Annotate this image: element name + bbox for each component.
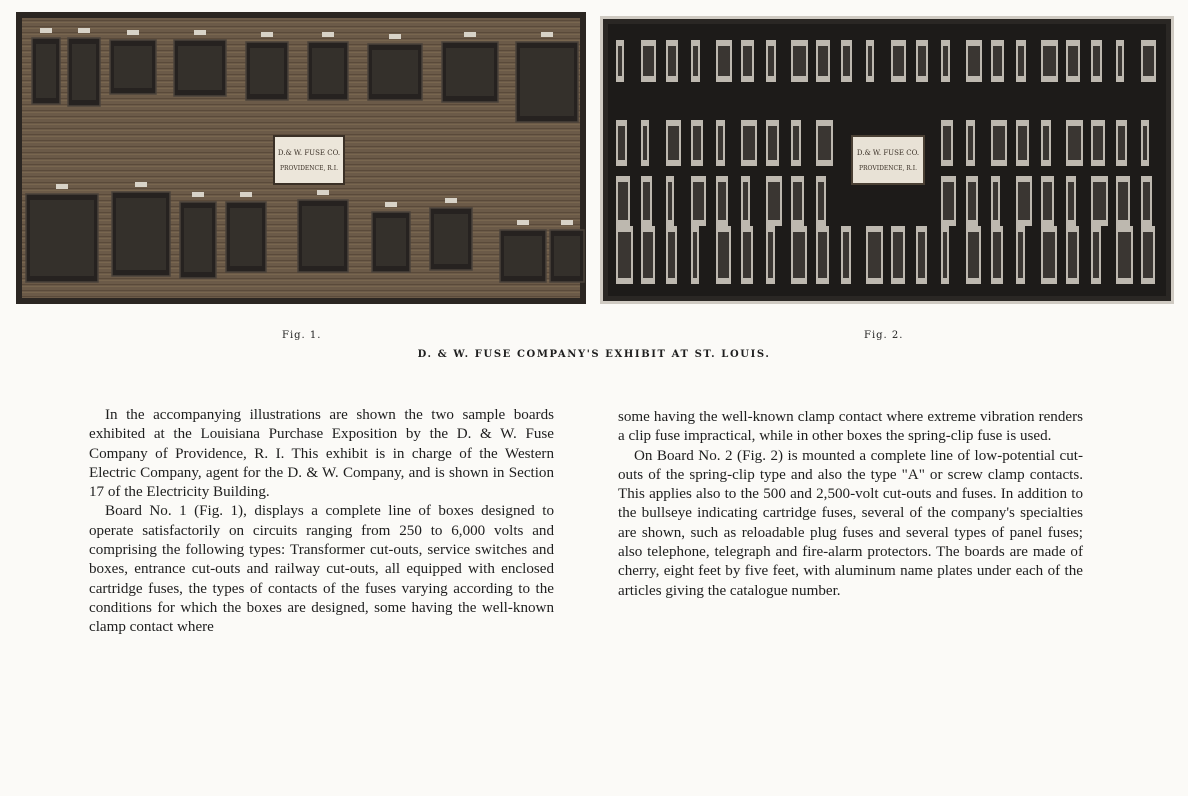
article-column-left [89, 406, 554, 638]
name-plate-tag [385, 202, 397, 207]
name-plate-tag [517, 220, 529, 225]
name-plate-tag [322, 32, 334, 37]
name-plate-tag [261, 32, 273, 37]
paragraph-board-1: Board No. 1 (Fig. 1), displays a complete line of boxes designed to operate satisfactorily on circuits ranging from 250 to 6,000 volts and comprising the following types: Transformer cut-outs, service switches and boxes, entrance cut-outs and railway cut-outs, all equipped with enclosed cartridge fuses, the types of contacts of the fuses varying according to the conditions for which the boxes are designed, some having the well-known clamp contact where [89, 503, 554, 636]
name-plate-tag [56, 184, 68, 189]
name-plate-tag [40, 28, 52, 33]
name-plate-tag [240, 192, 252, 197]
figure-1-label: Fig. 1. [282, 330, 322, 341]
figure-2-photo [600, 16, 1174, 304]
name-plate-tag [194, 30, 206, 35]
name-plate-tag [445, 198, 457, 203]
fig1-nameplate-line-1: D.& W. FUSE CO. [277, 149, 341, 157]
name-plate-tag [541, 32, 553, 37]
name-plate-tag [317, 190, 329, 195]
plate-caption: D. & W. FUSE COMPANY'S EXHIBIT AT ST. LOUIS. [417, 349, 771, 360]
fig2-nameplate-line-2: PROVIDENCE, R.I. [859, 165, 917, 172]
name-plate-tag [135, 182, 147, 187]
fig2-nameplate-line-1: D.& W. FUSE CO. [856, 149, 920, 157]
fig1-nameplate-line-2: PROVIDENCE, R.I. [280, 165, 338, 172]
name-plate-tag [78, 28, 90, 33]
figure-1-photo [16, 12, 586, 304]
fig2-nameplate [852, 136, 924, 184]
article-column-right [618, 408, 1083, 601]
name-plate-tag [389, 34, 401, 39]
paragraph-intro: In the accompanying illustrations are shown the two sample boards exhibited at the Louisiana Purchase Exposition by the D. & W. Fuse Company of Providence, R. I. This exhibit is in charge of the Western Electric Company, agent for the D. & W. Company, and is shown in Section 17 of the Electricity Building. [89, 407, 554, 501]
name-plate-tag [561, 220, 573, 225]
paragraph-continuation: some having the well-known clamp contact where extreme vibration renders a clip fuse impractical, while in other boxes the spring-clip fuse is used. [618, 409, 1083, 445]
name-plate-tag [464, 32, 476, 37]
name-plate-tag [127, 30, 139, 35]
name-plate-tag [192, 192, 204, 197]
paragraph-board-2: On Board No. 2 (Fig. 2) is mounted a complete line of low-potential cut-outs of the spring-clip type and also the type "A" or screw clamp contacts. This applies also to the 500 and 2,500-volt cut-outs and fuses. In addition to the bullseye indicating cartridge fuses, several of the company's specialties are shown, such as reloadable plug fuses and several types of panel fuses; also telephone, telegraph and fire-alarm protectors. The boards are made of cherry, eight feet by five feet, with aluminum name plates under each of the articles giving the catalogue number. [618, 447, 1083, 599]
fig1-nameplate [274, 136, 344, 184]
figure-2-label: Fig. 2. [864, 330, 904, 341]
